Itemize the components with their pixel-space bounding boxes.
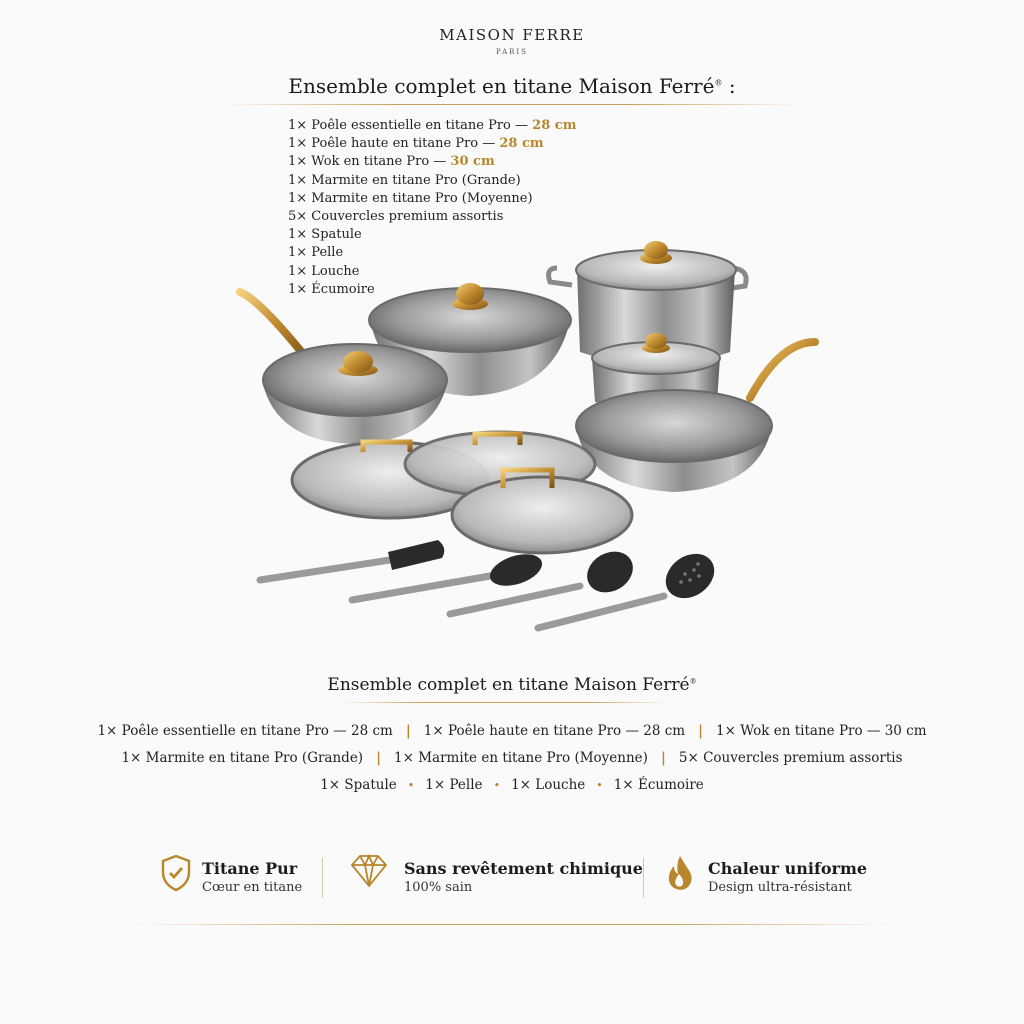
summary-item: 1× Marmite en titane Pro (Moyenne) bbox=[394, 750, 648, 766]
registered-mark: ® bbox=[714, 78, 723, 88]
brand-subtitle: PARIS bbox=[496, 48, 528, 56]
page-title-text: Ensemble complet en titane Maison Ferré bbox=[288, 74, 715, 98]
size-label: 30 cm bbox=[450, 154, 495, 170]
summary-row bbox=[0, 777, 1024, 793]
separator: | bbox=[405, 723, 411, 739]
summary-row bbox=[0, 750, 1024, 766]
summary-row bbox=[0, 723, 1024, 739]
utensil-spoon bbox=[352, 548, 546, 600]
list-item: 1× Pelle bbox=[288, 245, 344, 261]
feature-subtitle: Design ultra-résistant bbox=[708, 880, 852, 895]
feature-title: Chaleur uniforme bbox=[708, 859, 868, 878]
features-bar bbox=[0, 850, 1024, 910]
summary-item: 1× Wok en titane Pro — 30 cm bbox=[716, 723, 927, 739]
list-item: 1× Marmite en titane Pro (Grande) bbox=[288, 172, 521, 188]
summary-item: 5× Couvercles premium assortis bbox=[678, 750, 903, 766]
bullet: • bbox=[407, 779, 415, 792]
summary-item: 1× Spatule bbox=[320, 777, 397, 793]
bullet: • bbox=[596, 779, 603, 792]
list-item: 1× Poêle haute en titane Pro — 28 cm bbox=[288, 136, 544, 152]
size-label: 28 cm bbox=[532, 118, 577, 133]
list-item: 1× Poêle essentielle en titane Pro — 28 cm bbox=[288, 118, 577, 133]
separator: | bbox=[376, 750, 381, 766]
summary-item: 1× Poêle essentielle en titane Pro — 28 cm bbox=[97, 723, 393, 739]
list-item: 1× Louche bbox=[288, 263, 360, 279]
feature-title: Sans revêtement chimique bbox=[404, 859, 643, 878]
summary-item: 1× Écumoire bbox=[613, 777, 704, 793]
summary-item: 1× Marmite en titane Pro (Grande) bbox=[121, 750, 364, 766]
list-item: 5× Couvercles premium assortis bbox=[288, 209, 504, 225]
brand-name: MAISON FERRE bbox=[439, 26, 585, 44]
size-label: 28 cm bbox=[499, 136, 544, 152]
divider bbox=[322, 858, 323, 898]
feature-title: Titane Pur bbox=[202, 859, 298, 878]
page-title-suffix: : bbox=[722, 74, 736, 98]
list-item: 1× Écumoire bbox=[288, 281, 375, 297]
cookware-set-image bbox=[220, 230, 820, 640]
summary-item: 1× Louche bbox=[511, 777, 586, 793]
divider bbox=[643, 858, 644, 898]
title-divider bbox=[222, 104, 802, 105]
feature-subtitle: Cœur en titane bbox=[202, 880, 303, 895]
shield-icon bbox=[160, 854, 192, 892]
summary-item: 1× Poêle haute en titane Pro — 28 cm bbox=[423, 723, 686, 739]
list-item: 1× Wok en titane Pro — 30 cm bbox=[288, 154, 495, 170]
diamond-icon bbox=[350, 854, 388, 888]
section-title: Ensemble complet en titane Maison Ferré® bbox=[327, 675, 697, 695]
brand-logo bbox=[0, 26, 1024, 56]
summary-item: 1× Pelle bbox=[425, 777, 483, 793]
utensil-spatula bbox=[260, 540, 444, 580]
separator: | bbox=[660, 750, 666, 766]
bullet: • bbox=[493, 779, 501, 792]
separator: | bbox=[698, 723, 704, 739]
page-title bbox=[0, 74, 1024, 98]
footer-divider bbox=[130, 924, 894, 925]
list-item: 1× Spatule bbox=[288, 227, 362, 243]
flame-icon bbox=[666, 854, 694, 892]
list-item: 1× Marmite en titane Pro (Moyenne) bbox=[288, 190, 533, 206]
feature-subtitle: 100% sain bbox=[404, 880, 473, 895]
section-divider bbox=[340, 702, 670, 703]
